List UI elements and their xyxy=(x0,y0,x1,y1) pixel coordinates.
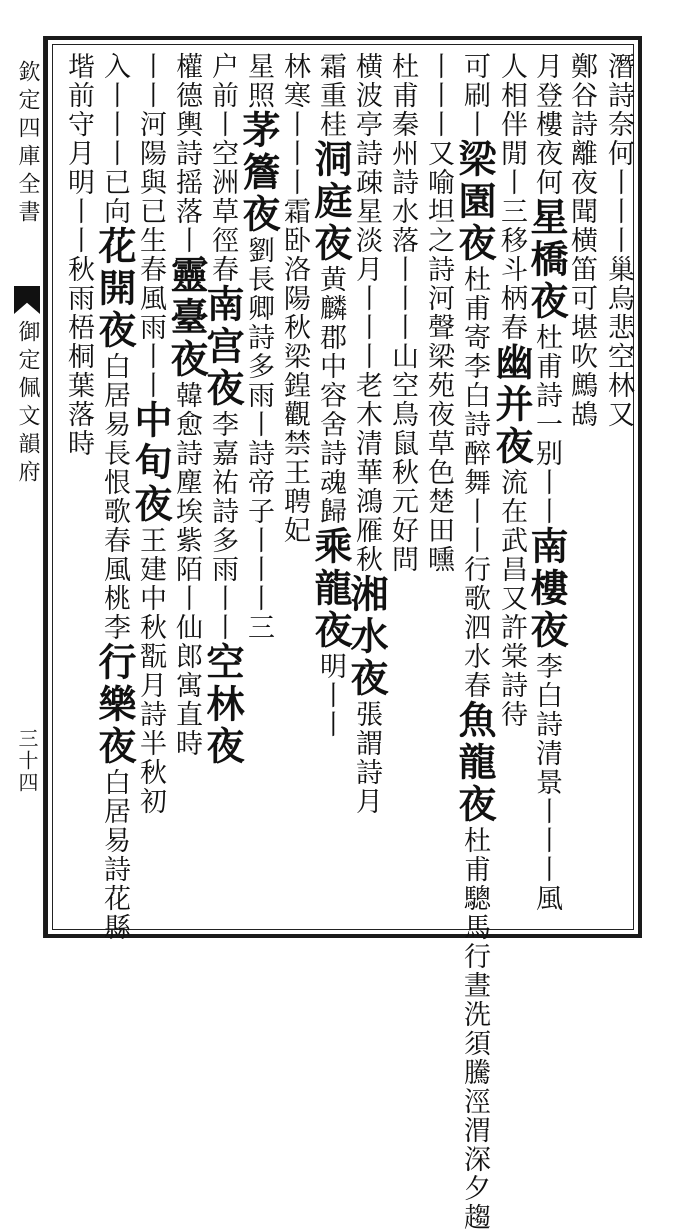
text-column xyxy=(344,52,389,816)
entry-text: 林寒 xyxy=(279,52,310,110)
text-column xyxy=(489,52,534,729)
text-column xyxy=(308,52,353,739)
entry-heading: 洞庭夜 xyxy=(308,139,353,265)
text-column xyxy=(384,52,420,574)
entry-text: 杜甫寄李白詩醉舞丨丨行歌泗水春 xyxy=(459,265,490,700)
entry-text: 劉長卿詩多雨丨 xyxy=(243,236,274,439)
entry-heading: 魚龍夜 xyxy=(452,700,497,826)
text-column xyxy=(164,52,209,758)
entry-text: 李嘉祐詩多雨丨丨 xyxy=(207,410,238,642)
text-column xyxy=(236,52,281,642)
entry-heading: 乘龍夜 xyxy=(308,526,353,652)
entry-text: 丨丨丨又喻坦之詩河聲梁苑夜草色楚田曛 xyxy=(423,52,454,574)
volume-title: 御定佩文韻府 xyxy=(15,320,40,488)
entry-text: 户前 xyxy=(207,52,238,110)
entry-text: 張謂詩月 xyxy=(351,700,382,816)
entry-heading: 空林夜 xyxy=(200,642,245,768)
entry-text: 霜重桂 xyxy=(315,52,346,139)
entry-heading: 中旬夜 xyxy=(128,400,173,526)
entry-heading: 南樓夜 xyxy=(524,526,569,652)
entry-heading: 梁園夜 xyxy=(452,139,497,265)
text-column xyxy=(60,52,96,458)
text-column xyxy=(524,52,569,913)
entry-text: 梁鍠觀禁王聘妃 xyxy=(279,342,310,545)
book-title: 欽定四庫全書 xyxy=(15,60,40,228)
text-column xyxy=(420,52,456,574)
page-number: 三十四 xyxy=(15,728,39,794)
entry-text: 白居易詩花縣 xyxy=(99,768,130,942)
entry-text: 明丨丨 xyxy=(315,652,346,739)
entry-text: 春風雨丨丨 xyxy=(135,255,166,400)
entry-heading: 星橋夜 xyxy=(524,197,569,323)
entry-text: 丨丨丨霜卧洛陽秋 xyxy=(279,110,310,342)
entry-heading: 靈臺夜 xyxy=(164,255,209,381)
entry-text: 權德輿詩摇落丨 xyxy=(171,52,202,255)
text-column xyxy=(128,52,173,816)
entry-text: 韓愈詩塵埃紫陌丨 xyxy=(171,381,202,613)
text-column xyxy=(92,52,137,942)
entry-text: 丨丨秋雨梧桐葉落時 xyxy=(63,197,94,458)
entry-heading: 花開夜 xyxy=(92,226,137,352)
entry-text: 白居易長恨歌春風桃李 xyxy=(99,352,130,642)
entry-heading: 湘水夜 xyxy=(344,574,389,700)
entry-text: 杜甫驄馬行晝洗須騰涇渭深夕趨 xyxy=(459,826,490,1232)
entry-heading: 幽并夜 xyxy=(489,342,534,468)
entry-text: 横波亭詩疎星淡月丨丨丨老木清華鴻雁秋 xyxy=(351,52,382,574)
entry-heading: 南宫夜 xyxy=(200,284,245,410)
entry-text: 可刷丨 xyxy=(459,52,490,139)
entry-text: 堦前守月明 xyxy=(63,52,94,197)
text-column xyxy=(276,52,312,545)
entry-text: 杜甫詩一别丨丨 xyxy=(531,323,562,526)
entry-text: 人相伴閒 xyxy=(496,52,527,168)
entry-text: 潛詩奈何丨丨丨巢烏悲空林又 xyxy=(603,52,634,429)
entry-text: 丨丨河陽與已生 xyxy=(135,52,166,255)
entry-text: 流在武昌又許棠詩待 xyxy=(496,468,527,729)
text-column xyxy=(200,52,245,768)
entry-text: 丨空洲草徑春 xyxy=(207,110,238,284)
entry-text: 詩帝子丨丨丨三 xyxy=(243,439,274,642)
entry-text: 王建中秋翫月詩半秋初 xyxy=(135,526,166,816)
entry-heading: 行樂夜 xyxy=(92,642,137,768)
entry-text: 杜甫秦州詩水落丨丨丨山空鳥鼠秋元好問 xyxy=(387,52,418,574)
entry-heading: 茅簷夜 xyxy=(236,110,281,236)
entry-text: 丨三移斗柄春 xyxy=(496,168,527,342)
entry-text: 黄麟郡中容舍詩魂歸 xyxy=(315,265,346,526)
entry-text: 李白詩清景丨丨丨風 xyxy=(531,652,562,913)
entry-text: 仙郎寓直時 xyxy=(171,613,202,758)
entry-text: 星照 xyxy=(243,52,274,110)
text-column xyxy=(452,52,497,1232)
entry-text: 入丨丨丨已向 xyxy=(99,52,130,226)
text-column xyxy=(600,52,636,429)
entry-text: 鄭谷詩離夜聞横笛可堪吹鷓鴣 xyxy=(566,52,597,429)
entry-text: 月登樓夜何 xyxy=(531,52,562,197)
